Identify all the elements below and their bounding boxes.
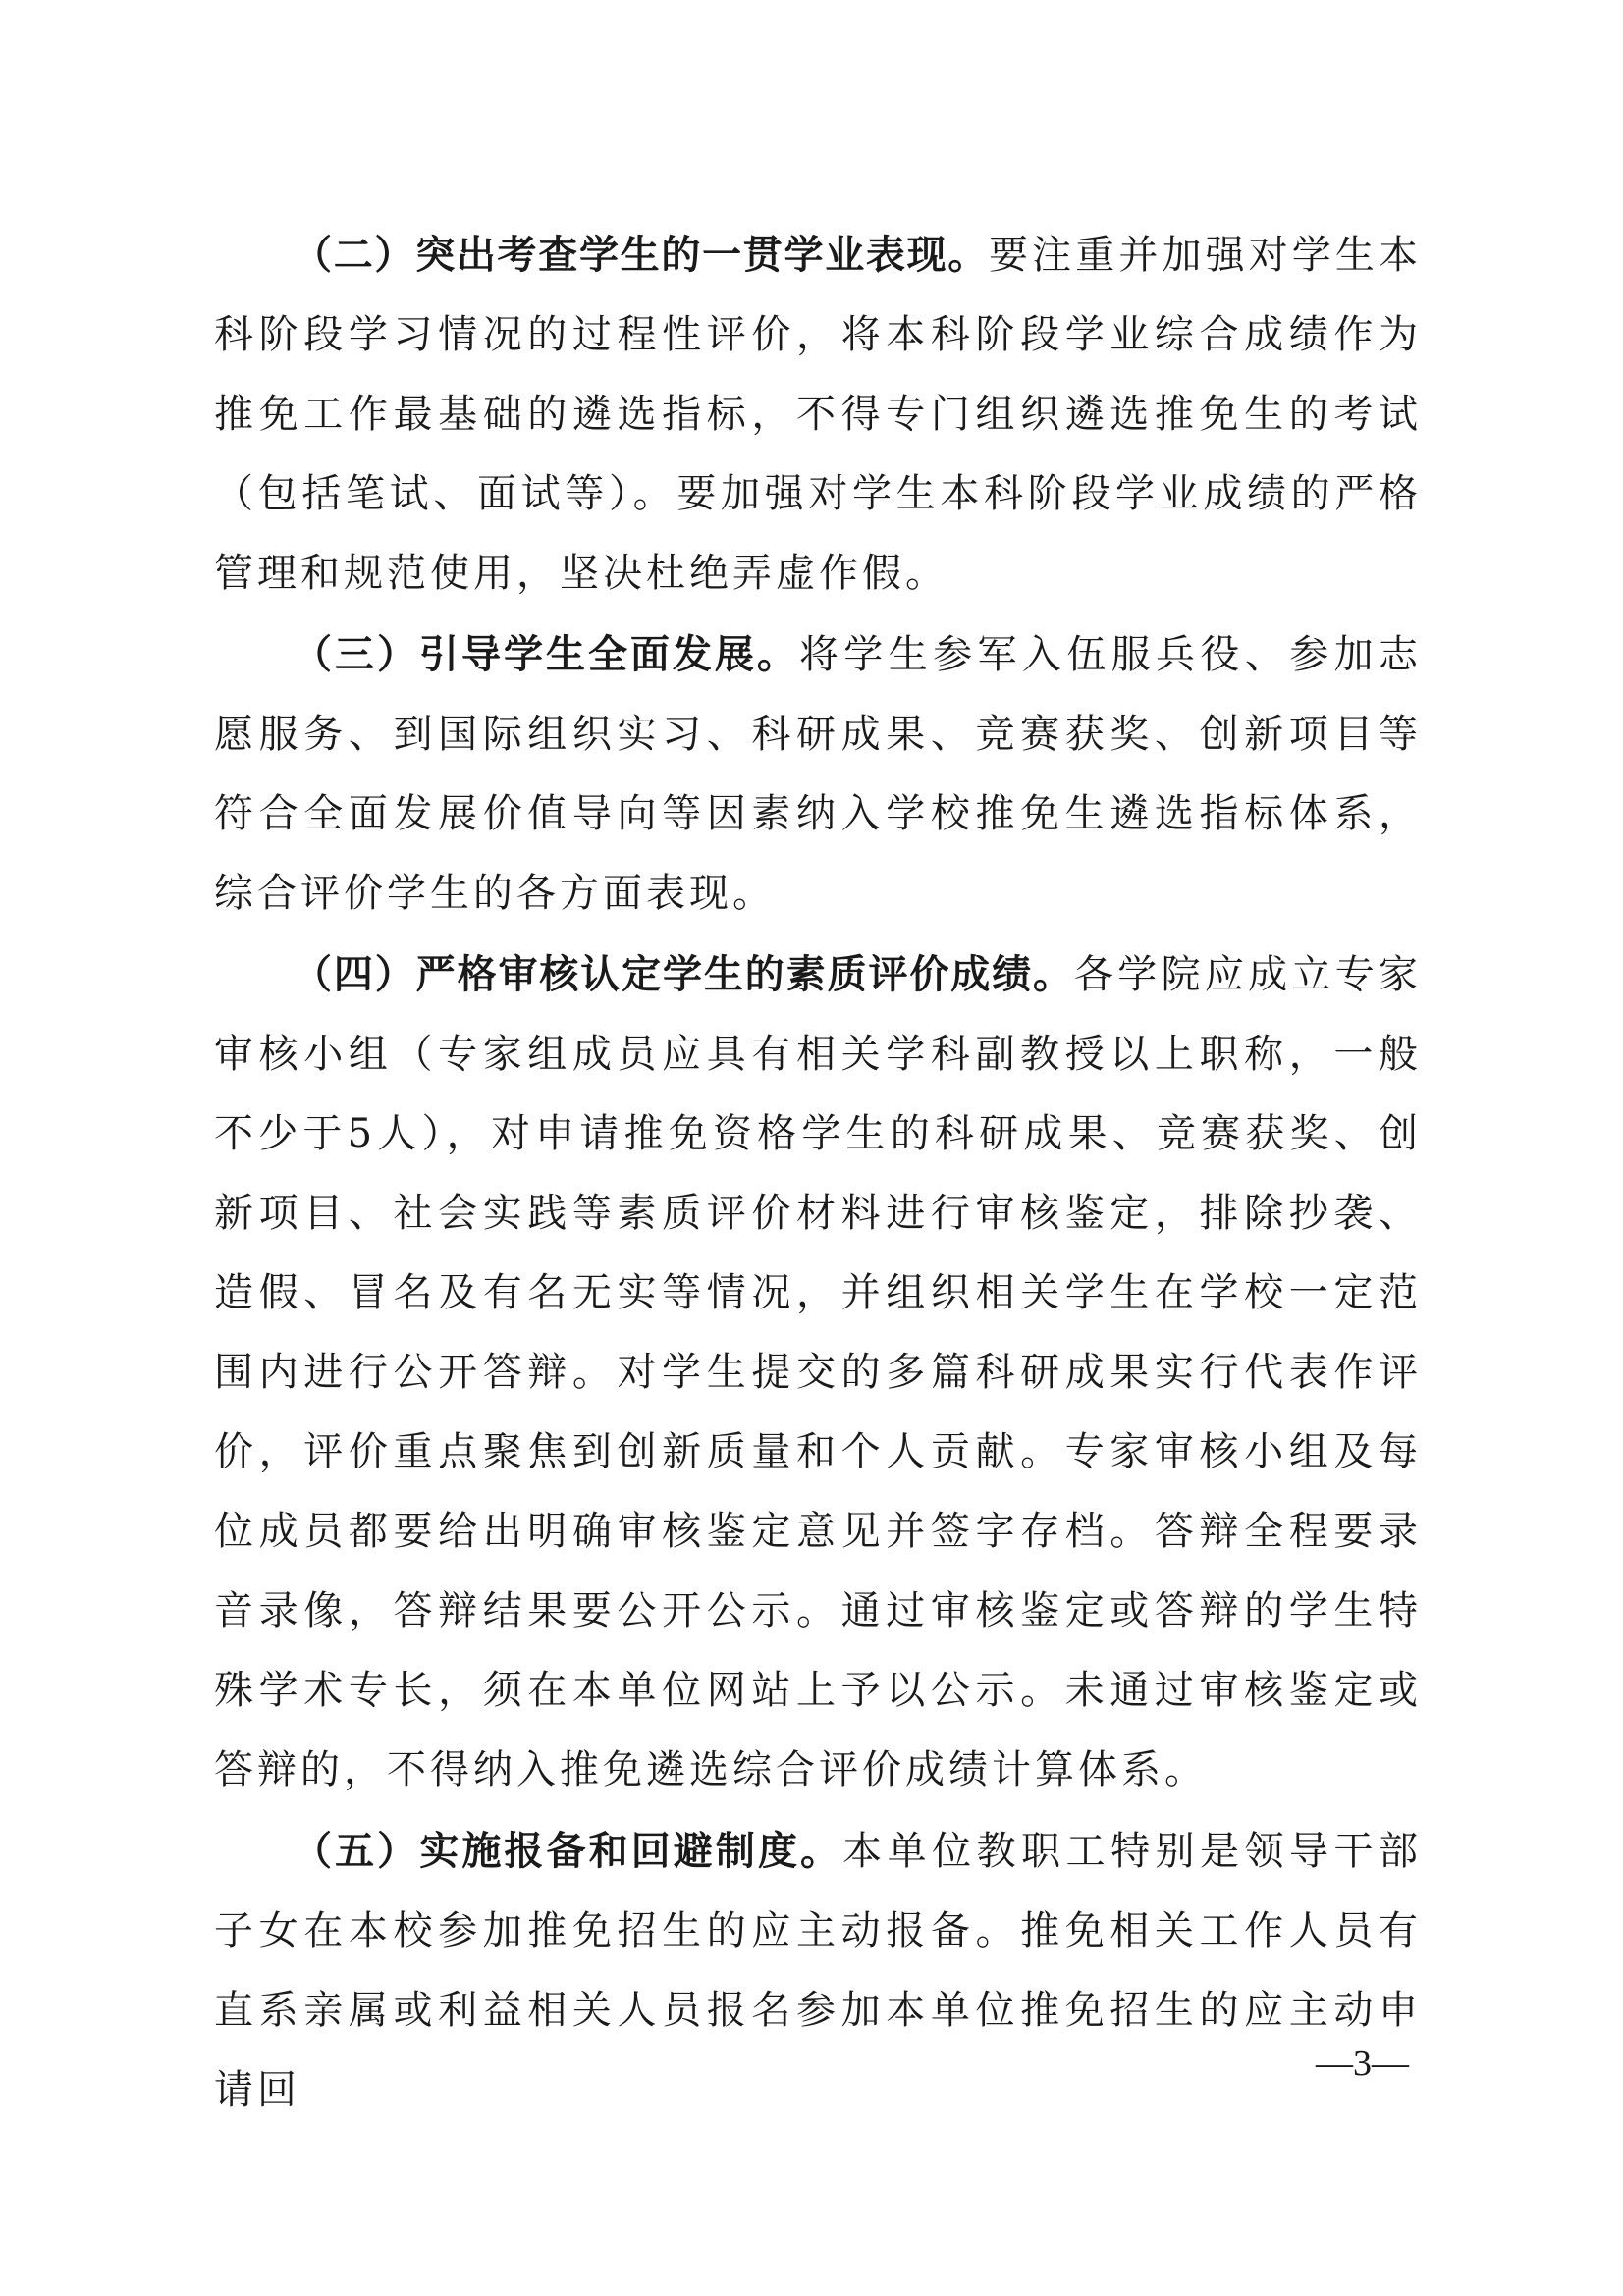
section-5-heading: （五）实施报备和回避制度。 bbox=[293, 1829, 843, 1874]
section-2-heading: （二）突出考查学生的一贯学业表现。 bbox=[293, 233, 990, 278]
section-2-body: 要注重并加强对学生本科阶段学习情况的过程性评价，将本科阶段学业综合成绩作为推免工作最基础的遴选指标，不得专门组织遴选推免生的考试（包括笔试、面试等）。要加强对学生本科阶段学业成绩的严格管理和规范使用，坚决杜绝弄虚作假。 bbox=[214, 233, 1422, 596]
section-4-paragraph bbox=[214, 935, 1422, 1810]
section-4-heading: （四）严格审核认定学生的素质评价成绩。 bbox=[293, 952, 1074, 997]
section-5-paragraph bbox=[214, 1812, 1422, 2130]
section-3-body: 将学生参军入伍服兵役、参加志愿服务、到国际组织实习、科研成果、竞赛获奖、创新项目等符合全面发展价值导向等因素纳入学校推免生遴选指标体系，综合评价学生的各方面表现。 bbox=[214, 632, 1423, 916]
section-4-body: 各学院应成立专家审核小组（专家组成员应具有相关学科副教授以上职称，一般不少于5人），对申请推免资格学生的科研成果、竞赛获奖、创新项目、社会实践等素质评价材料进行审核鉴定，排除抄袭、造假、冒名及有名无实等情况，并组织相关学生在学校一定范围内进行公开答辩。对学生提交的多篇科研成果实行代表作评价，评价重点聚焦到创新质量和个人贡献。专家审核小组及每位成员都要给出明确审核鉴定意见并签字存档。答辩全程要录音录像，答辩结果要公开公示。通过审核鉴定或答辩的学生特殊学术专长，须在本单位网站上予以公示。未通过审核鉴定或答辩的，不得纳入推免遴选综合评价成绩计算体系。 bbox=[214, 952, 1422, 1792]
document-page bbox=[214, 216, 1422, 2132]
section-5-body: 本单位教职工特别是领导干部子女在本校参加推免招生的应主动报备。推免相关工作人员有直系亲属或利益相关人员报名参加本单位推免招生的应主动申请回 bbox=[214, 1829, 1422, 2112]
section-3-heading: （三）引导学生全面发展。 bbox=[293, 632, 799, 677]
section-2-paragraph bbox=[214, 216, 1422, 614]
page-number: —3— bbox=[1316, 2043, 1409, 2084]
section-3-paragraph bbox=[214, 615, 1422, 934]
